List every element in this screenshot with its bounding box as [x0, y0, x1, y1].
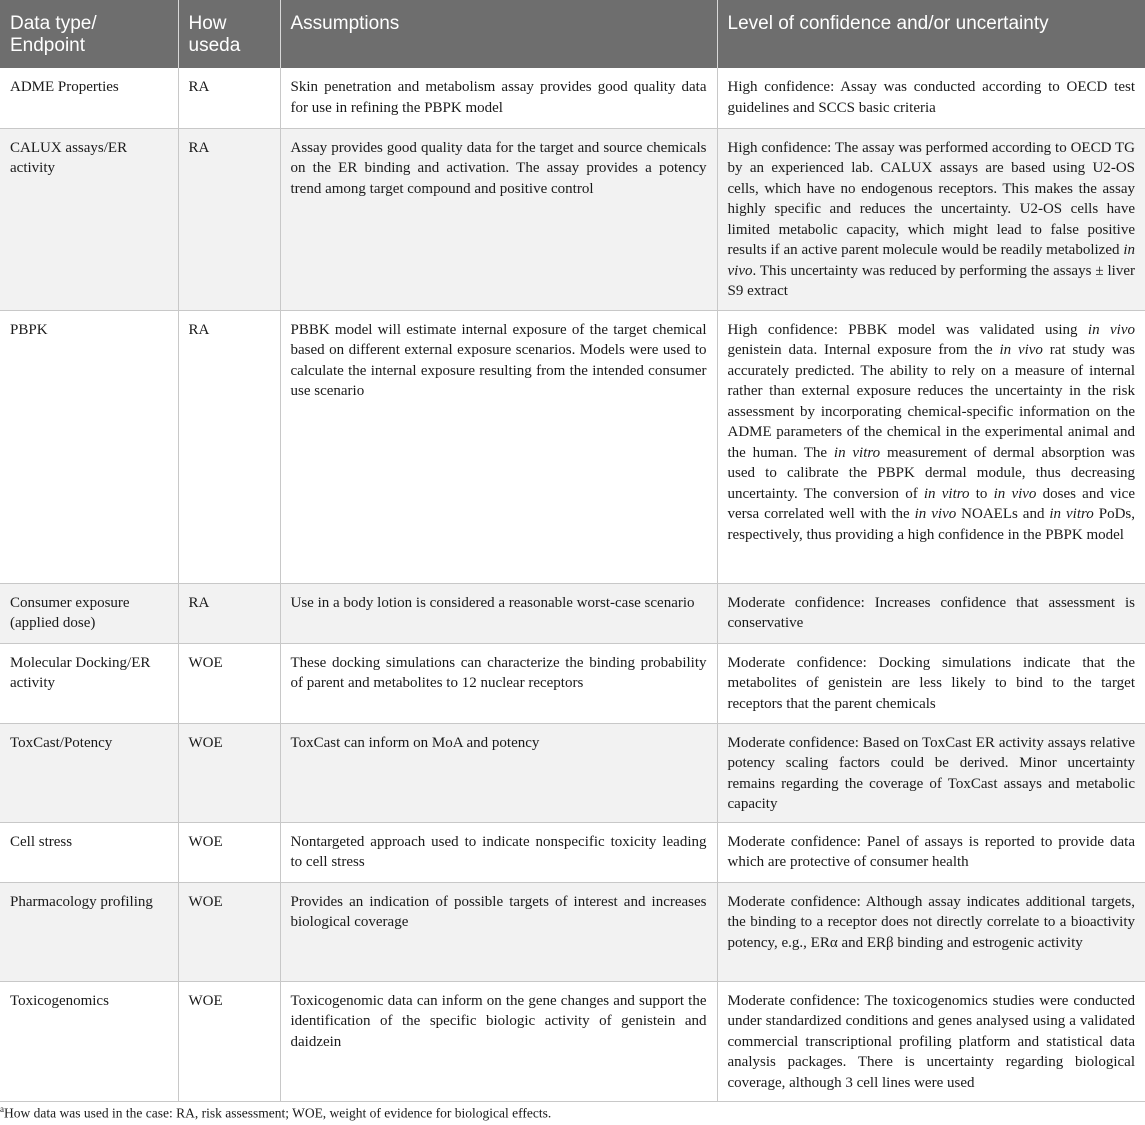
cell-how-used: WOE [178, 723, 280, 822]
italic-run: in vivo [727, 242, 1135, 279]
italic-run: in vitro [1049, 506, 1094, 522]
table-footnote [0, 1104, 551, 1122]
cell-confidence: Moderate confidence: Panel of assays is reported to provide data which are protective of consumer health [717, 822, 1145, 882]
table-row [0, 310, 1145, 583]
cell-assumption: Use in a body lotion is considered a reasonable worst-case scenario [280, 583, 717, 643]
cell-endpoint: Pharmacology profiling [0, 882, 178, 981]
cell-how-used: RA [178, 310, 280, 583]
text-run: to [969, 485, 994, 502]
header-endpoint: Data type/ Endpoint [0, 0, 178, 68]
cell-endpoint: Cell stress [0, 822, 178, 882]
table-row [0, 643, 1145, 723]
cell-confidence: Moderate confidence: Although assay indicates additional targets, the binding to a receptor does not directly correlate to a bioactivity potency, e.g., ERα and ERβ binding and estrogenic activity [717, 882, 1145, 981]
text-run: doses and vice versa correlated well with the [727, 485, 1135, 522]
cell-endpoint: ToxCast/Potency [0, 723, 178, 822]
cell-how-used: WOE [178, 822, 280, 882]
table-row [0, 882, 1145, 981]
table-row [0, 822, 1145, 882]
text-run: PoDs, respectively, thus providing a high confidence in the PBPK model [727, 506, 1135, 543]
cell-how-used: RA [178, 128, 280, 310]
cell-assumption: Provides an indication of possible targets of interest and increases biological coverage [280, 882, 717, 981]
cell-endpoint: Molecular Docking/ER activity [0, 643, 178, 723]
cell-assumption: ToxCast can inform on MoA and potency [280, 723, 717, 822]
cell-confidence [717, 310, 1145, 583]
table-row [0, 981, 1145, 1101]
cell-how-used: WOE [178, 882, 280, 981]
italic-run: in vitro [923, 485, 970, 502]
table-row [0, 68, 1145, 128]
cell-assumption: Assay provides good quality data for the target and source chemicals on the ER binding and activation. The assay provides a potency trend among target compound and positive control [280, 128, 717, 310]
cell-confidence: Moderate confidence: Based on ToxCast ER activity assays relative potency scaling factors could be derived. Minor uncertainty remains regarding the coverage of ToxCast assays and metabolic capacity [717, 723, 1145, 822]
italic-run: in vivo [914, 506, 957, 522]
text-run: genistein data. Internal exposure from the [727, 342, 1000, 358]
cell-assumption: Nontargeted approach used to indicate nonspecific toxicity leading to cell stress [280, 822, 717, 882]
italic-run: in vivo [993, 485, 1037, 502]
cell-assumption: These docking simulations can characterize the binding probability of parent and metabolites to 12 nuclear receptors [280, 643, 717, 723]
cell-endpoint: Toxicogenomics [0, 981, 178, 1101]
cell-endpoint: Consumer exposure (applied dose) [0, 583, 178, 643]
table-body [0, 68, 1145, 1101]
cell-confidence: Moderate confidence: The toxicogenomics studies were conducted under standardized conditions and genes analysed using a validated commercial transcriptional profiling platform and statistical data analysis packages. There is uncertainty regarding biological coverage, although 3 cell lines were used [717, 981, 1145, 1101]
text-run: measurement of dermal absorption was used to calibrate the PBPK dermal module, thus decreasing uncertainty. The conversion of [727, 444, 1136, 502]
italic-run: in vitro [833, 444, 881, 461]
text-run: High confidence: PBBK model was validated using [727, 321, 1088, 338]
cell-confidence: Moderate confidence: Docking simulations indicate that the metabolites of genistein are less likely to bind to the target receptors that the parent chemicals [717, 643, 1145, 723]
cell-assumption: Skin penetration and metabolism assay provides good quality data for use in refining the PBPK model [280, 68, 717, 128]
cell-assumption: PBBK model will estimate internal exposure of the target chemical based on different external exposure scenarios. Models were used to calculate the internal exposure resulting from the intended consumer use scenario [280, 310, 717, 583]
footnote-text: How data was used in the case: RA, risk assessment; WOE, weight of evidence for biological effects. [4, 1105, 552, 1121]
footnote-marker: a [0, 1104, 4, 1114]
text-run: High confidence: The assay was performed according to OECD TG by an experienced lab. CALUX assays are based using U2-OS cells, which have no endogenous receptors. This makes the assay highly specific and reduces the uncertainty. U2-OS cells have limited metabolic capacity, which might lead to false positive results if an active parent molecule would be readily metabolized [727, 139, 1135, 258]
cell-assumption: Toxicogenomic data can inform on the gene changes and support the identification of the specific biologic activity of genistein and daidzein [280, 981, 717, 1101]
cell-confidence: Moderate confidence: Increases confidence that assessment is conservative [717, 583, 1145, 643]
cell-confidence: High confidence: Assay was conducted according to OECD test guidelines and SCCS basic criteria [717, 68, 1145, 128]
header-row [0, 0, 1145, 68]
header-assumptions: Assumptions [280, 0, 717, 68]
italic-run: in vivo [1087, 321, 1135, 338]
header-confidence: Level of confidence and/or uncertainty [717, 0, 1145, 68]
table-row [0, 583, 1145, 643]
italic-run: in vivo [999, 342, 1043, 358]
cell-endpoint: CALUX assays/ER activity [0, 128, 178, 310]
table-row [0, 723, 1145, 822]
header-how-used: How useda [178, 0, 280, 68]
text-run: NOAELs and [956, 506, 1050, 522]
cell-how-used: RA [178, 583, 280, 643]
text-run: rat study was accurately predicted. The ability to rely on a measure of internal rather than external exposure reduces the uncertainty in the risk assessment by incorporating chemical-specific information on the ADME parameters of the chemical in the experimental animal and the human. The [727, 342, 1135, 461]
cell-endpoint: ADME Properties [0, 68, 178, 128]
text-run: . This uncertainty was reduced by performing the assays ± liver S9 extract [727, 262, 1135, 299]
cell-how-used: RA [178, 68, 280, 128]
cell-endpoint: PBPK [0, 310, 178, 583]
cell-confidence [717, 128, 1145, 310]
table-header [0, 0, 1145, 68]
table-row [0, 128, 1145, 310]
cell-how-used: WOE [178, 643, 280, 723]
cell-how-used: WOE [178, 981, 280, 1101]
